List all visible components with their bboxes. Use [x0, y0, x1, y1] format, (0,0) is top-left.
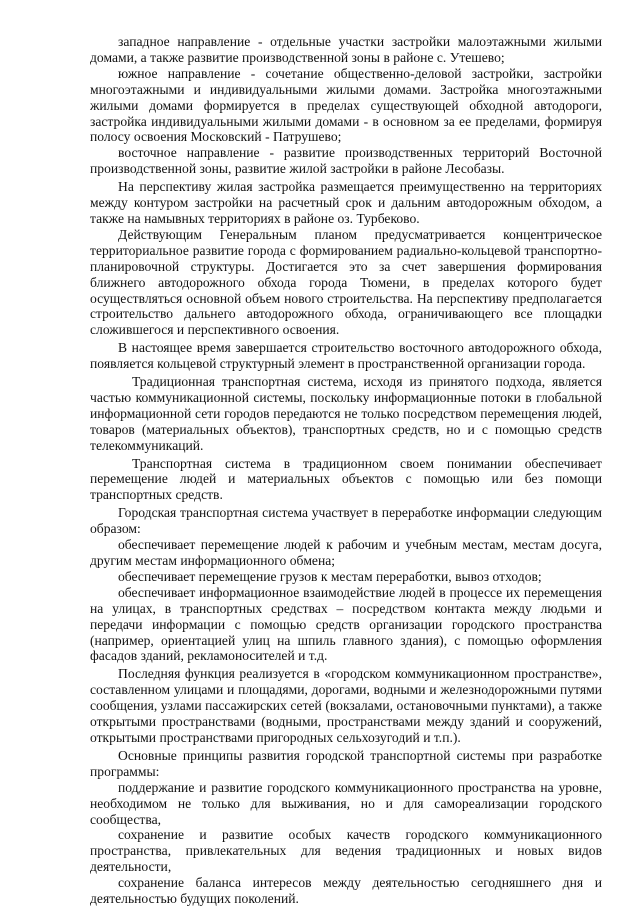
paragraph-principles: Основные принципы развития городской транспортной системы при разработке программы: — [90, 747, 602, 779]
paragraph-south-direction: южное направление - сочетание общественно-деловой застройки, застройки многоэтажными и индивидуальными жилыми домами. Застройка многоэтажными жилыми домами формируется в пределах существующей обходной автодороги, застройка индивидуальными жилыми домами - в основном за ее пределами, формируя полосу освоения Московский - Патрушево; — [90, 65, 602, 145]
paragraph-principle-balance: сохранение баланса интересов между деятельностью сегодняшнего дня и деятельностью будущих поколений. — [90, 875, 602, 907]
paragraph-perspective-housing: На перспективу жилая застройка размещается преимущественно на территориях между контуром застройки на расчетный срок и дальним автодорожным обходом, а также на намывных территориях в районе оз. Турбеково. — [90, 179, 602, 226]
paragraph-cargo-movement: обеспечивает перемещение грузов к местам переработки, вывоз отходов; — [118, 568, 542, 584]
paragraph-eastern-bypass: В настоящее время завершается строительство восточного автодорожного обхода, появляется кольцевой структурный элемент в пространственной организации города. — [90, 340, 602, 372]
paragraph-city-transport-info: Городская транспортная система участвует в переработке информации следующим образом: — [90, 505, 602, 537]
paragraph-people-movement: обеспечивает перемещение людей к рабочим и учебным местам, местам досуга, другим местам информационного обмена; — [90, 537, 602, 568]
paragraph-west-direction: западное направление - отдельные участки застройки малоэтажными жилыми домами, а также развитие производственной зоны в районе с. Утешево; — [90, 34, 602, 65]
paragraph-last-function: Последняя функция реализуется в «городском коммуникационном пространстве», составленном улицами и площадями, дорогами, водными и железнодорожными путями сообщения, узлами пассажирских сетей (вокзалами, остановочными пунктами), а также открытыми пространствами (водными, пространствами между зданий и сооружений, открытыми пространствами пригородных сельхозугодий и т.п.). — [90, 666, 602, 745]
paragraph-info-interaction: обеспечивает информационное взаимодействие людей в процессе их перемещения на улицах, в транспортных средствах – посредством контакта между людьми и передачи информации с помощью средств организации городского пространства (например, ориентацией улиц на шпиль главного здания), с помощью оформления фасадов зданий, рекламоносителей и т.д. — [90, 584, 602, 664]
paragraph-principle-preserve: сохранение и развитие особых качеств городского коммуникационного пространства, привлекательных для ведения традиционных и новых видов деятельности, — [90, 827, 602, 875]
paragraph-general-plan: Действующим Генеральным планом предусматривается концентрическое территориальное развитие города с формированием радиально-кольцевой транспортно-планировочной структуры. Достигается это за счет завершения формирования ближнего автодорожного обхода города Тюмени, в пределах которого будет осуществляться основной объем нового строительства. На перспективу предполагается строительство дальнего автодорожного обхода, ограничивающего все площадки сложившегося и перспективного освоения. — [90, 226, 602, 338]
paragraph-principle-support: поддержание и развитие городского коммуникационного пространства на уровне, необходимом не только для выживания, но и для самореализации городского сообщества, — [90, 779, 602, 827]
paragraph-transport-system: Транспортная система в традиционном своем понимании обеспечивает перемещение людей и материальных объектов с помощью или без помощи транспортных средств. — [90, 455, 602, 503]
paragraph-traditional-transport: Традиционная транспортная система, исходя из принятого подхода, является частью коммуникационной системы, поскольку информационные потоки в глобальной информационной сети городов передаются не только посредством перемещения людей, товаров (материальных объектов), транспортных средств, но и с помощью средств телекоммуникаций. — [90, 374, 602, 453]
paragraph-east-direction: восточное направление - развитие производственных территорий Восточной производственной зоны, развитие жилой застройки в районе Лесобазы. — [90, 145, 602, 177]
